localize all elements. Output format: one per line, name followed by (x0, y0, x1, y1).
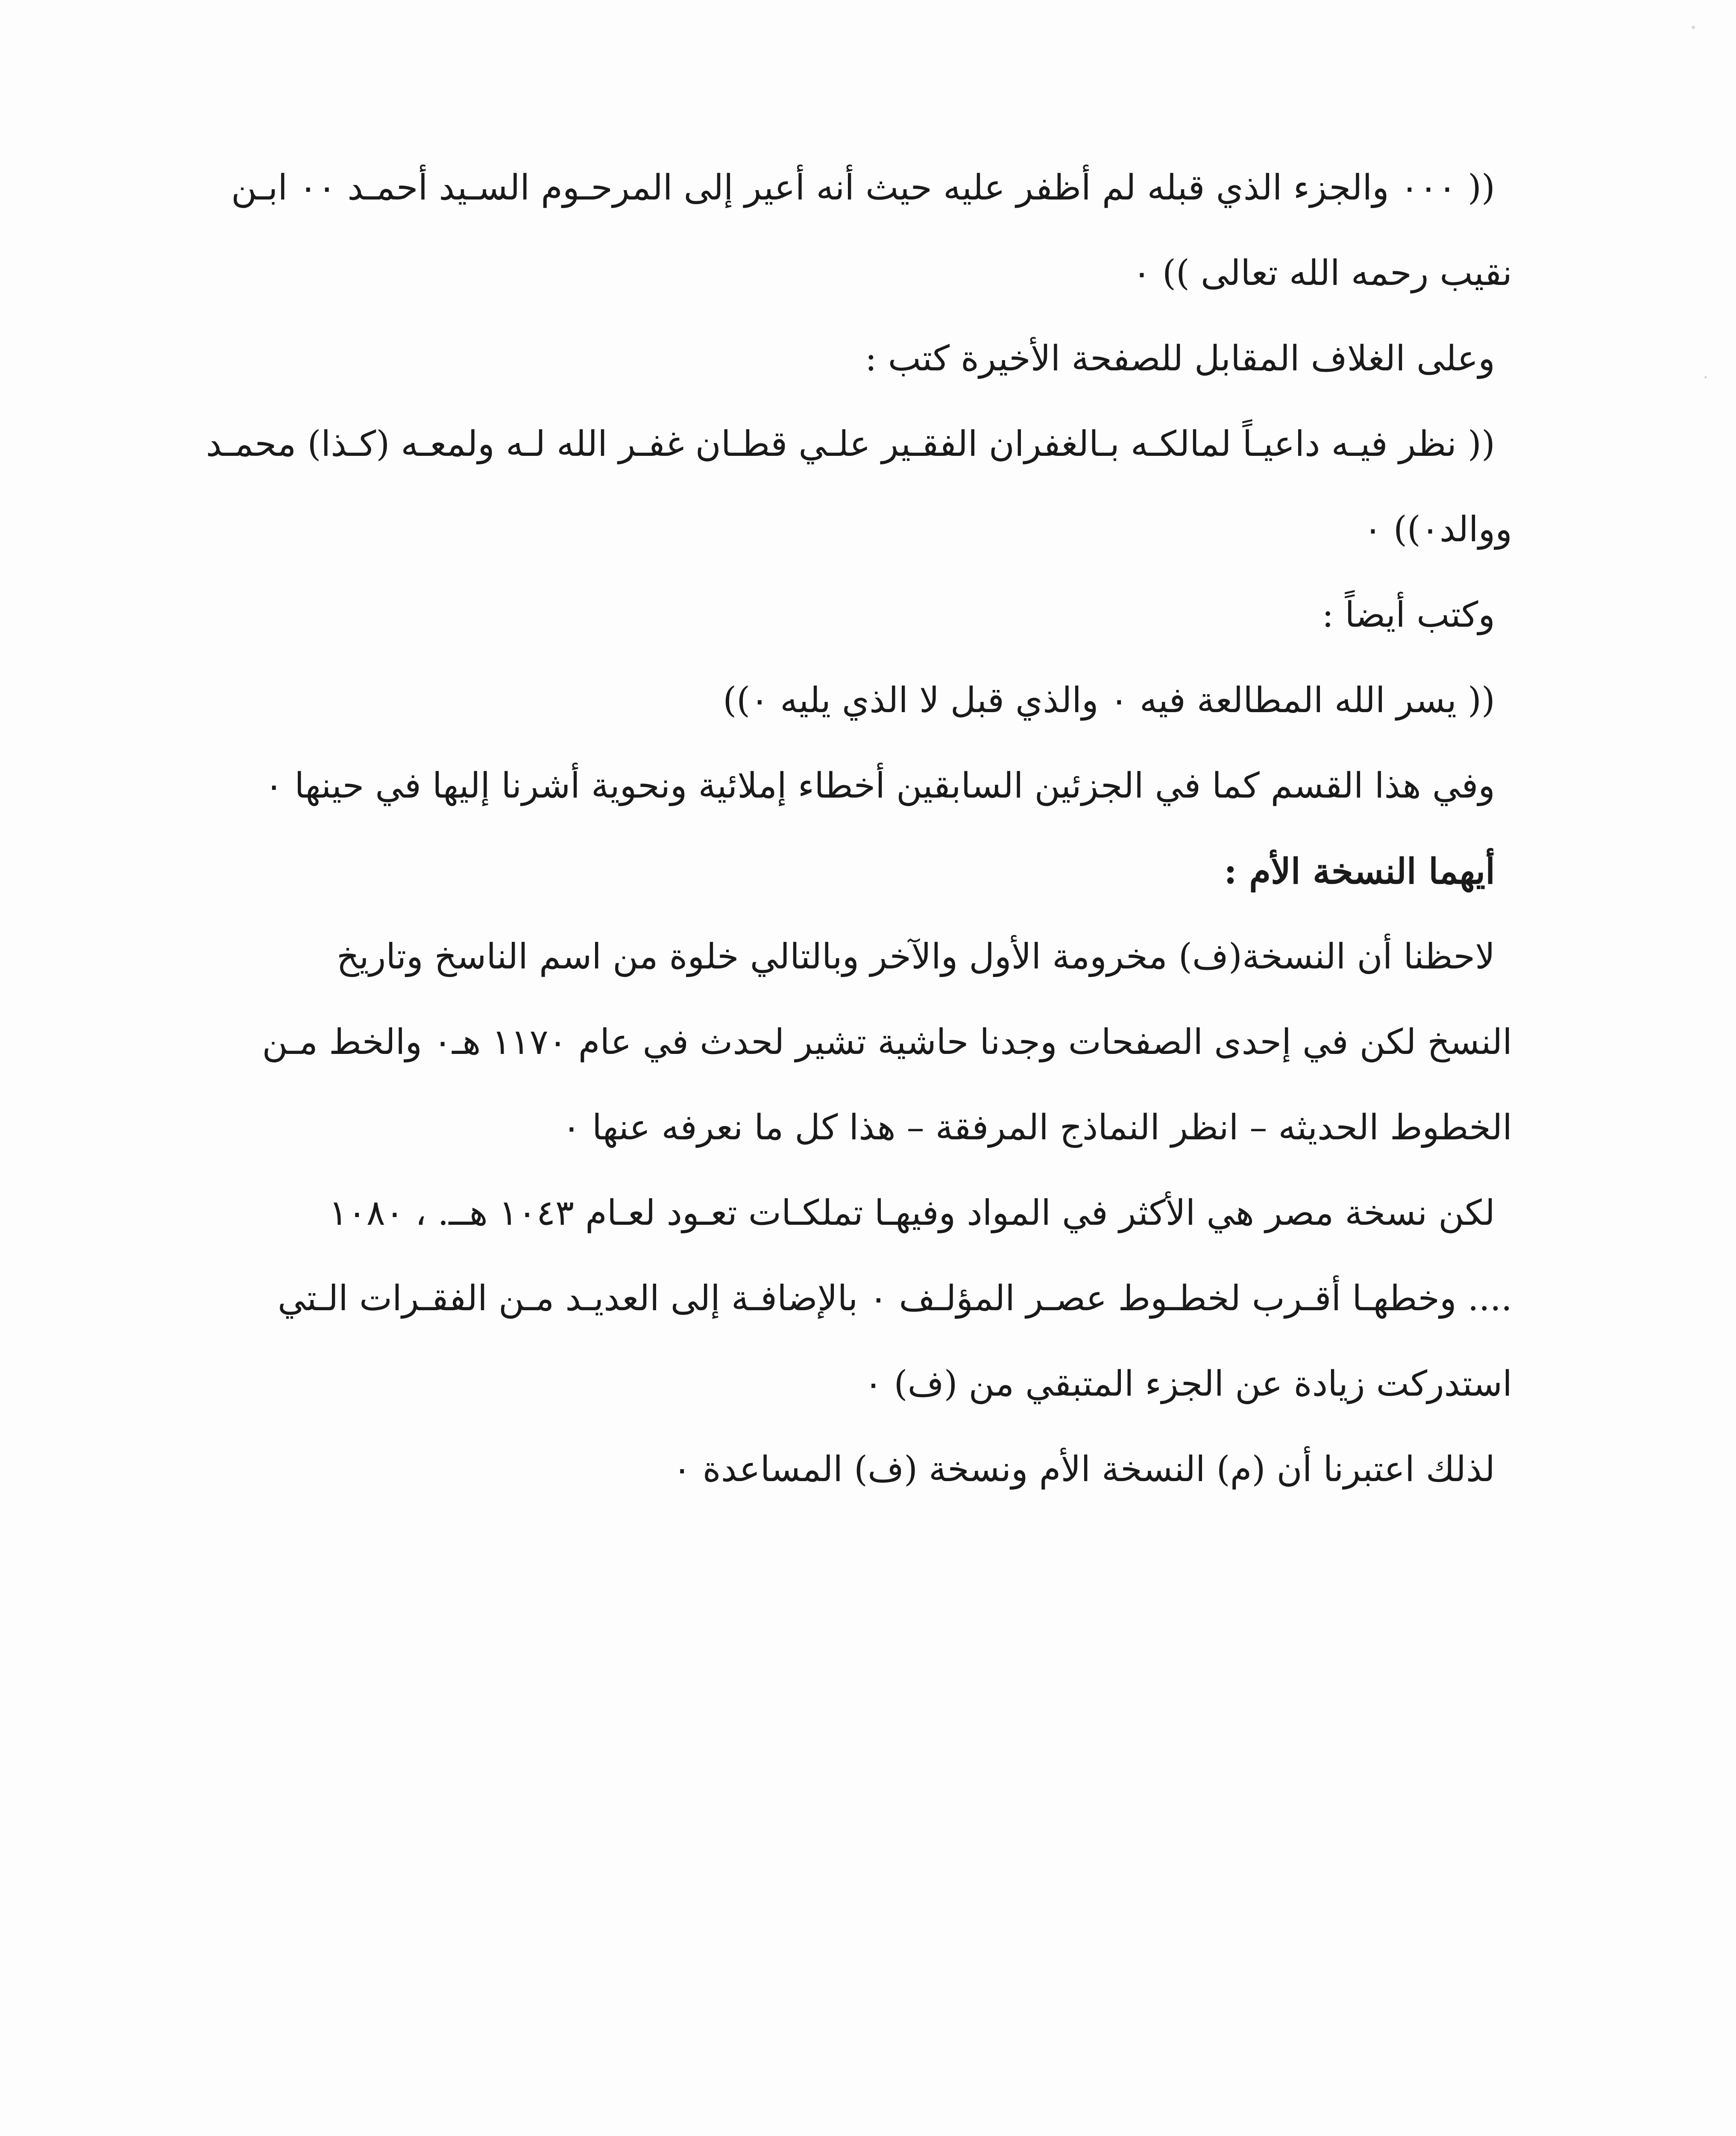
text-line: لكن نسخة مصر هي الأكثر في المواد وفيهـا تملكـات تعـود لعـام ١٠٤٣ هــ. ، ١٠٨٠ (328, 1193, 1495, 1233)
text-line: الخطوط الحديثه – انظر النماذج المرفقة – هذا كل ما نعرفه عنها ٠ (562, 1107, 1512, 1148)
text-line: لذلك اعتبرنا أن (م) النسخة الأم ونسخة (ف) المساعدة ٠ (672, 1449, 1495, 1490)
section-heading: أيهما النسخة الأم : (1224, 851, 1495, 892)
body-text (196, 145, 1512, 1512)
text-line: وكتب أيضاً : (1322, 595, 1495, 635)
text-line: لاحظنا أن النسخة(ف) مخرومة الأول والآخر وبالتالي خلوة من اسم الناسخ وتاريخ (336, 936, 1495, 977)
text-line: استدركت زيادة عن الجزء المتبقي من (ف) ٠ (864, 1364, 1512, 1404)
scan-speck (1692, 26, 1695, 29)
text-line: (( ٠٠٠ والجزء الذي قبله لم أظفر عليه حيث أنه أعير إلى المرحـوم السـيد أحمـد ٠٠ ابـن (231, 167, 1495, 208)
text-line: (( يسر الله المطالعة فيه ٠ والذي قبل لا الذي يليه ٠)) (723, 680, 1495, 721)
text-line: النسخ لكن في إحدى الصفحات وجدنا حاشية تشير لحدث في عام ١١٧٠ هـ٠ والخط مـن (262, 1022, 1512, 1062)
text-line: .... وخطهـا أقـرب لخطـوط عصـر المؤلـف ٠ بالإضافـة إلى العديـد مـن الفقـرات الـتي (278, 1278, 1512, 1319)
text-line: نقيب رحمه الله تعالى )) ٠ (1132, 253, 1512, 293)
text-line: ووالد٠)) ٠ (1363, 509, 1512, 550)
scan-speck (1704, 376, 1707, 378)
text-line: وفي هذا القسم كما في الجزئين السابقين أخطاء إملائية ونحوية أشرنا إليها في حينها ٠ (264, 766, 1495, 806)
text-line: (( نظر فيـه داعيـاً لمالكـه بـالغفران الفقـير علـي قطـان غفـر الله لـه ولمعـه (كـذا) محمـد (206, 424, 1495, 464)
text-line: وعلى الغلاف المقابل للصفحة الأخيرة كتب : (865, 338, 1495, 379)
